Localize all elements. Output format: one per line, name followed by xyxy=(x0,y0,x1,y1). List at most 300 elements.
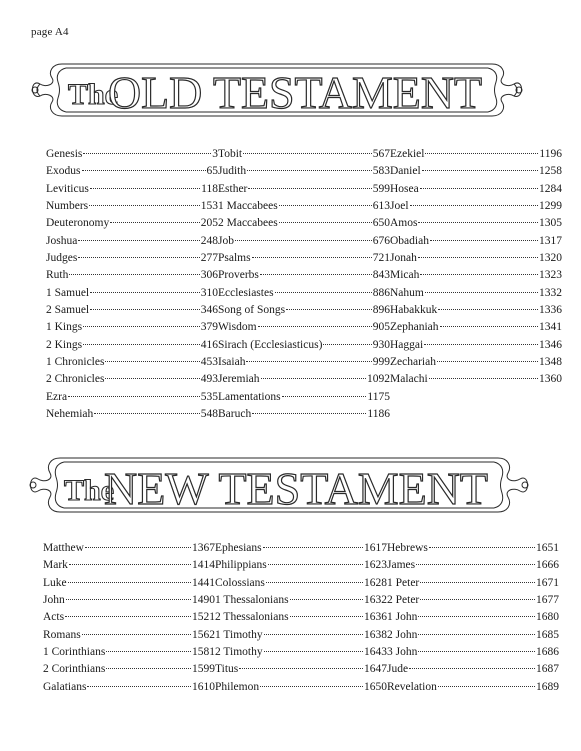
book-name: 2 Timothy xyxy=(215,646,263,659)
dot-leader xyxy=(69,563,191,565)
book-entry xyxy=(390,163,562,180)
dot-leader xyxy=(83,325,200,327)
book-entry xyxy=(46,146,218,163)
dot-leader xyxy=(90,308,200,310)
page-number: 1323 xyxy=(539,269,562,282)
book-name: Judith xyxy=(218,165,247,178)
book-entry xyxy=(46,337,218,354)
book-name: Ephesians xyxy=(215,542,262,554)
page-number: 205 xyxy=(200,217,218,230)
book-name: Leviticus xyxy=(46,182,89,195)
page-number: 65 xyxy=(206,165,218,178)
book-entry xyxy=(43,592,215,609)
book-name: Mark xyxy=(43,559,68,572)
page-number: 1647 xyxy=(364,663,387,676)
page-number: 999 xyxy=(372,356,390,369)
dot-leader xyxy=(106,650,191,652)
book-entry xyxy=(387,540,559,557)
dot-leader xyxy=(420,187,538,189)
page-number: 346 xyxy=(200,304,218,317)
dot-leader xyxy=(68,395,200,397)
dot-leader xyxy=(90,187,200,189)
page-number: 1336 xyxy=(539,304,562,317)
book-name: Jeremiah xyxy=(218,373,260,386)
dot-leader xyxy=(243,152,372,154)
book-name: Genesis xyxy=(46,148,83,160)
book-name: Hosea xyxy=(390,182,419,195)
book-name: Jonah xyxy=(390,252,417,265)
index-column xyxy=(46,146,218,424)
book-name: 2 Maccabees xyxy=(218,217,278,230)
book-entry xyxy=(215,592,387,609)
page-number: 1348 xyxy=(539,356,562,369)
book-name: 1 Kings xyxy=(46,321,83,334)
book-name: 2 Thessalonians xyxy=(215,611,289,624)
page-number: 1562 xyxy=(192,628,215,641)
book-entry xyxy=(46,215,218,232)
page-number: 1320 xyxy=(539,252,562,265)
book-entry xyxy=(390,319,562,336)
book-name: Daniel xyxy=(390,165,421,178)
dot-leader xyxy=(420,581,535,583)
book-name: Zephaniah xyxy=(390,321,439,334)
page-number: 1284 xyxy=(539,182,562,195)
book-name: Proverbs xyxy=(218,269,259,282)
dot-leader xyxy=(425,152,538,154)
page-number: 1346 xyxy=(539,338,562,351)
book-name: Revelation xyxy=(387,680,437,693)
book-entry xyxy=(218,389,390,406)
book-entry xyxy=(390,181,562,198)
dot-leader xyxy=(105,360,199,362)
book-name: Malachi xyxy=(390,373,428,386)
book-name: 1 Thessalonians xyxy=(215,594,289,607)
page-number: 1628 xyxy=(364,576,387,589)
book-entry xyxy=(387,609,559,626)
book-entry xyxy=(387,644,559,661)
index-column xyxy=(390,146,562,424)
dot-leader xyxy=(420,598,535,600)
book-name: Acts xyxy=(43,611,65,624)
page-number: 1651 xyxy=(536,542,559,554)
book-entry xyxy=(43,644,215,661)
dot-leader xyxy=(239,667,363,669)
book-entry xyxy=(390,233,562,250)
book-entry xyxy=(387,627,559,644)
book-entry xyxy=(218,146,390,163)
dot-leader xyxy=(418,221,538,223)
book-entry xyxy=(387,679,559,696)
book-entry xyxy=(387,557,559,574)
book-name: Hebrews xyxy=(387,542,428,554)
dot-leader xyxy=(246,360,371,362)
dot-leader xyxy=(106,667,191,669)
page-number: 535 xyxy=(200,390,218,403)
page-label: page A4 xyxy=(31,26,69,38)
page-number: 548 xyxy=(200,408,218,421)
dot-leader xyxy=(409,667,535,669)
index-column xyxy=(387,540,559,696)
book-name: John xyxy=(43,594,65,607)
dot-leader xyxy=(78,256,199,258)
page-number: 1643 xyxy=(364,646,387,659)
old-testament-banner xyxy=(0,58,581,122)
book-name: Numbers xyxy=(46,200,89,213)
page-number: 1332 xyxy=(539,286,562,299)
book-entry xyxy=(46,354,218,371)
book-entry xyxy=(387,661,559,678)
book-name: Nahum xyxy=(390,286,424,299)
book-entry xyxy=(46,389,218,406)
book-name: 1 John xyxy=(387,611,418,624)
index-column xyxy=(43,540,215,696)
page-number: 1638 xyxy=(364,628,387,641)
book-name: 1 Samuel xyxy=(46,286,90,299)
dot-leader xyxy=(105,377,199,379)
book-entry xyxy=(46,371,218,388)
book-entry xyxy=(218,337,390,354)
dot-leader xyxy=(420,273,538,275)
book-name: Job xyxy=(218,234,234,247)
book-name: Titus xyxy=(215,663,239,676)
page-number: 1686 xyxy=(536,646,559,659)
book-entry xyxy=(46,163,218,180)
book-entry xyxy=(43,679,215,696)
book-name: Ecclesiastes xyxy=(218,286,274,299)
page-number: 1632 xyxy=(364,594,387,607)
book-name: Isaiah xyxy=(218,356,246,369)
book-entry xyxy=(46,406,218,423)
book-entry xyxy=(390,285,562,302)
page-number: 1414 xyxy=(192,559,215,572)
dot-leader xyxy=(258,325,372,327)
book-entry xyxy=(43,557,215,574)
page-number: 1367 xyxy=(192,542,215,554)
book-entry xyxy=(218,371,390,388)
page-number: 493 xyxy=(200,373,218,386)
page-number: 1680 xyxy=(536,611,559,624)
dot-leader xyxy=(264,633,363,635)
dot-leader xyxy=(260,273,372,275)
book-entry xyxy=(218,354,390,371)
index-column xyxy=(218,146,390,424)
book-entry xyxy=(46,319,218,336)
dot-leader xyxy=(90,291,200,293)
book-entry xyxy=(215,627,387,644)
dot-leader xyxy=(87,685,191,687)
page-number: 676 xyxy=(372,234,390,247)
page-number: 1092 xyxy=(367,373,390,386)
book-name: Habakkuk xyxy=(390,304,438,317)
page-number: 1441 xyxy=(192,576,215,589)
old-testament-index xyxy=(46,146,562,424)
book-entry xyxy=(215,644,387,661)
page-number: 930 xyxy=(372,338,390,351)
dot-leader xyxy=(268,563,363,565)
dot-leader xyxy=(78,239,199,241)
banner-title: OLD TESTAMENT xyxy=(108,67,482,118)
page-number: 153 xyxy=(200,200,218,213)
book-name: Joel xyxy=(390,200,409,213)
banner-prefix: The xyxy=(68,78,119,111)
book-entry xyxy=(46,285,218,302)
book-entry xyxy=(43,575,215,592)
page-number: 1623 xyxy=(364,559,387,572)
book-entry xyxy=(390,337,562,354)
dot-leader xyxy=(424,343,538,345)
page-number: 248 xyxy=(200,234,218,247)
book-entry xyxy=(46,181,218,198)
book-entry xyxy=(218,163,390,180)
dot-leader xyxy=(438,308,538,310)
book-name: Micah xyxy=(390,269,420,282)
book-entry xyxy=(46,233,218,250)
page-number: 453 xyxy=(200,356,218,369)
dot-leader xyxy=(429,377,538,379)
book-name: 2 Chronicles xyxy=(46,373,105,386)
page-number: 1521 xyxy=(192,611,215,624)
book-entry xyxy=(43,661,215,678)
page-number: 1305 xyxy=(539,217,562,230)
dot-leader xyxy=(418,256,538,258)
dot-leader xyxy=(438,685,535,687)
dot-leader xyxy=(418,633,535,635)
page-number: 721 xyxy=(372,252,390,265)
book-name: 1 Timothy xyxy=(215,628,263,641)
page-number: 277 xyxy=(200,252,218,265)
banner-title: NEW TESTAMENT xyxy=(104,463,488,514)
book-name: Nehemiah xyxy=(46,408,94,421)
banner-prefix: The xyxy=(64,474,115,507)
dot-leader xyxy=(110,221,200,223)
dot-leader xyxy=(260,685,363,687)
dot-leader xyxy=(290,615,363,617)
dot-leader xyxy=(252,256,372,258)
page-number: 1666 xyxy=(536,559,559,572)
book-name: Esther xyxy=(218,182,248,195)
book-name: Romans xyxy=(43,628,81,641)
page-number: 583 xyxy=(372,165,390,178)
book-entry xyxy=(390,371,562,388)
book-name: 1 Corinthians xyxy=(43,646,106,659)
dot-leader xyxy=(252,412,366,414)
dot-leader xyxy=(323,343,371,345)
page-number: 1671 xyxy=(536,576,559,589)
dot-leader xyxy=(418,615,535,617)
book-entry xyxy=(390,250,562,267)
book-name: Song of Songs xyxy=(218,304,286,317)
page-number: 567 xyxy=(372,148,390,160)
book-name: Joshua xyxy=(46,234,78,247)
book-entry xyxy=(46,250,218,267)
book-name: Jude xyxy=(387,663,409,676)
page-number: 650 xyxy=(372,217,390,230)
page-number: 1599 xyxy=(192,663,215,676)
ornamental-frame-icon xyxy=(0,452,581,518)
book-entry xyxy=(390,354,562,371)
dot-leader xyxy=(82,169,206,171)
page-number: 1317 xyxy=(539,234,562,247)
book-name: Zechariah xyxy=(390,356,436,369)
book-entry xyxy=(215,609,387,626)
book-name: Ruth xyxy=(46,269,69,282)
book-entry xyxy=(215,679,387,696)
book-entry xyxy=(218,215,390,232)
book-entry xyxy=(218,181,390,198)
book-entry xyxy=(215,540,387,557)
book-name: Amos xyxy=(390,217,418,230)
dot-leader xyxy=(83,152,211,154)
book-entry xyxy=(390,215,562,232)
book-name: Sirach (Ecclesiasticus) xyxy=(218,338,323,351)
book-name: 3 John xyxy=(387,646,418,659)
book-name: James xyxy=(387,559,416,572)
book-name: Matthew xyxy=(43,542,84,554)
book-name: 2 John xyxy=(387,628,418,641)
ornamental-frame-icon xyxy=(0,58,581,122)
book-entry xyxy=(43,540,215,557)
dot-leader xyxy=(430,239,538,241)
book-name: Haggai xyxy=(390,338,424,351)
book-name: 2 Samuel xyxy=(46,304,90,317)
page-number: 118 xyxy=(201,182,218,195)
dot-leader xyxy=(416,563,535,565)
dot-leader xyxy=(425,291,538,293)
dot-leader xyxy=(279,204,372,206)
book-name: Ezekiel xyxy=(390,148,425,160)
book-name: 2 Corinthians xyxy=(43,663,106,676)
dot-leader xyxy=(68,581,191,583)
book-entry xyxy=(218,302,390,319)
book-entry xyxy=(218,285,390,302)
book-name: Colossians xyxy=(215,576,265,589)
book-name: Judges xyxy=(46,252,78,265)
page-number: 306 xyxy=(200,269,218,282)
book-entry xyxy=(218,233,390,250)
book-name: 1 Peter xyxy=(387,576,420,589)
dot-leader xyxy=(94,412,199,414)
page-number: 1490 xyxy=(192,594,215,607)
new-testament-index xyxy=(43,540,559,696)
dot-leader xyxy=(429,546,535,548)
dot-leader xyxy=(263,546,363,548)
book-entry xyxy=(390,302,562,319)
page-number: 1650 xyxy=(364,680,387,693)
book-entry xyxy=(390,146,562,163)
dot-leader xyxy=(422,169,538,171)
dot-leader xyxy=(65,615,191,617)
book-name: 2 Peter xyxy=(387,594,420,607)
dot-leader xyxy=(266,581,363,583)
book-name: 2 Kings xyxy=(46,338,83,351)
page-number: 1617 xyxy=(364,542,387,554)
book-entry xyxy=(215,557,387,574)
book-name: Ezra xyxy=(46,390,68,403)
book-entry xyxy=(43,627,215,644)
dot-leader xyxy=(248,187,371,189)
dot-leader xyxy=(66,598,191,600)
book-name: Exodus xyxy=(46,165,81,178)
page-number: 1636 xyxy=(364,611,387,624)
dot-leader xyxy=(440,325,538,327)
page-number: 379 xyxy=(200,321,218,334)
book-name: Baruch xyxy=(218,408,252,421)
book-name: Philippians xyxy=(215,559,267,572)
book-name: Psalms xyxy=(218,252,251,265)
book-entry xyxy=(218,250,390,267)
book-entry xyxy=(46,198,218,215)
page-number: 310 xyxy=(200,286,218,299)
book-entry xyxy=(46,302,218,319)
dot-leader xyxy=(264,650,363,652)
book-entry xyxy=(390,267,562,284)
book-name: Philemon xyxy=(215,680,260,693)
book-entry xyxy=(46,267,218,284)
dot-leader xyxy=(279,221,372,223)
page-number: 1258 xyxy=(539,165,562,178)
book-entry xyxy=(215,661,387,678)
book-name: Obadiah xyxy=(390,234,429,247)
dot-leader xyxy=(89,204,200,206)
book-name: Tobit xyxy=(218,148,243,160)
page-number: 1186 xyxy=(367,408,390,421)
book-entry xyxy=(43,609,215,626)
book-entry xyxy=(387,575,559,592)
dot-leader xyxy=(275,291,372,293)
dot-leader xyxy=(85,546,191,548)
book-name: Luke xyxy=(43,576,67,589)
page-number: 1196 xyxy=(539,148,562,160)
page-number: 1677 xyxy=(536,594,559,607)
page-number: 1175 xyxy=(367,390,390,403)
dot-leader xyxy=(82,633,191,635)
book-entry xyxy=(387,592,559,609)
dot-leader xyxy=(437,360,538,362)
page-number: 416 xyxy=(200,338,218,351)
book-name: Galatians xyxy=(43,680,87,693)
dot-leader xyxy=(290,598,363,600)
new-testament-banner xyxy=(0,452,581,518)
page-number: 1581 xyxy=(192,646,215,659)
book-entry xyxy=(218,267,390,284)
page-number: 599 xyxy=(372,182,390,195)
page-number: 1689 xyxy=(536,680,559,693)
page-number: 1687 xyxy=(536,663,559,676)
page-number: 886 xyxy=(372,286,390,299)
dot-leader xyxy=(261,377,366,379)
book-name: Wisdom xyxy=(218,321,257,334)
dot-leader xyxy=(418,650,535,652)
page-number: 1341 xyxy=(539,321,562,334)
page-number: 896 xyxy=(372,304,390,317)
page-number: 1299 xyxy=(539,200,562,213)
page-number: 1360 xyxy=(539,373,562,386)
page-number: 843 xyxy=(372,269,390,282)
page-number: 3 xyxy=(212,148,218,160)
page-number: 613 xyxy=(372,200,390,213)
book-entry xyxy=(218,406,390,423)
book-entry xyxy=(215,575,387,592)
dot-leader xyxy=(69,273,199,275)
book-name: 1 Chronicles xyxy=(46,356,105,369)
book-name: 1 Maccabees xyxy=(218,200,278,213)
dot-leader xyxy=(286,308,372,310)
book-entry xyxy=(218,198,390,215)
page-number: 1610 xyxy=(192,680,215,693)
book-entry xyxy=(218,319,390,336)
page-number: 905 xyxy=(372,321,390,334)
dot-leader xyxy=(247,169,372,171)
